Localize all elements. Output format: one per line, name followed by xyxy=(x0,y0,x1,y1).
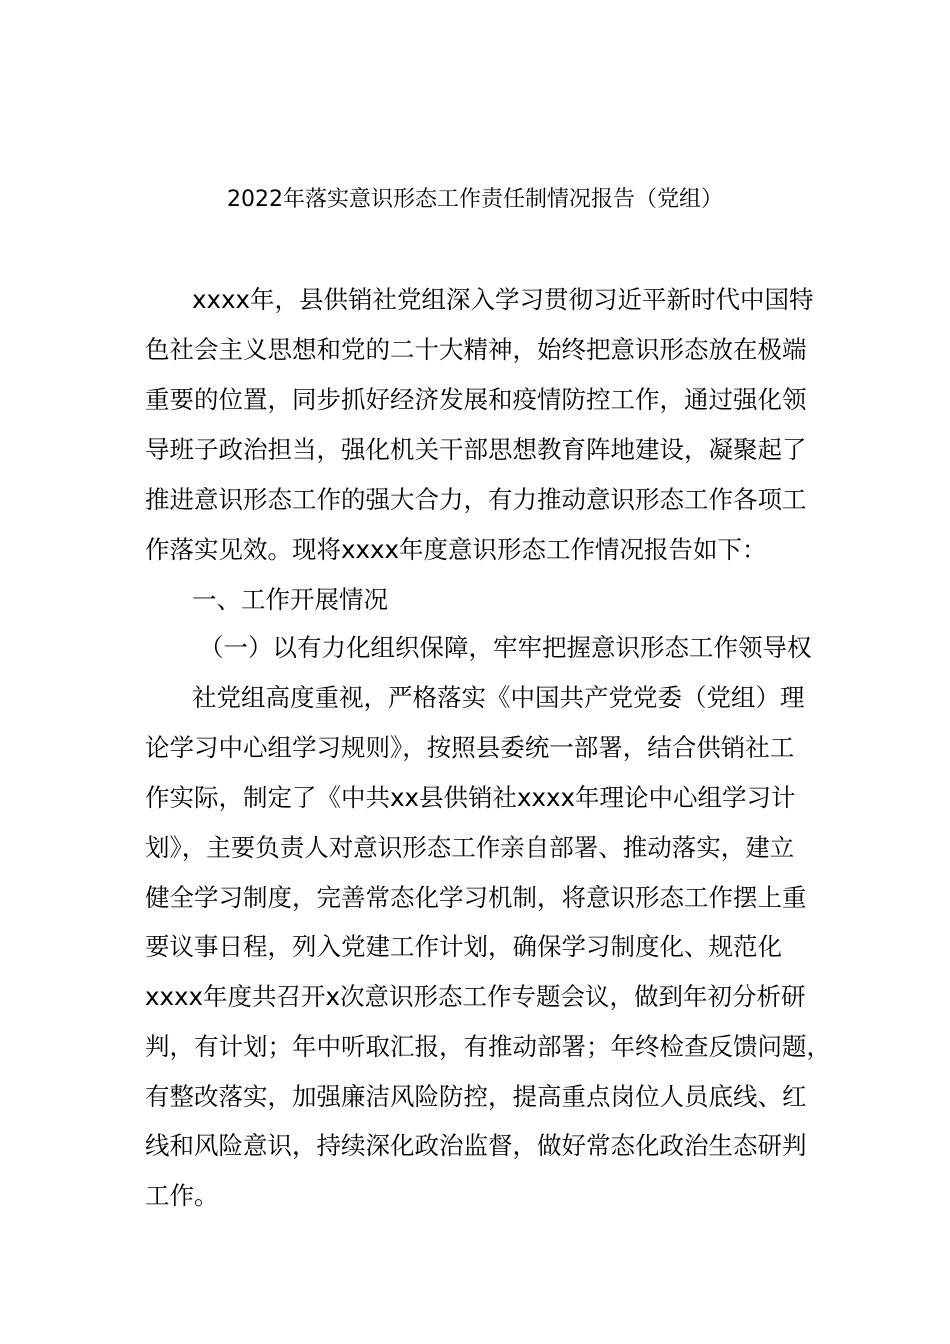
intro-line-2: 色社会主义思想和党的二十大精神，始终把意识形态放在极端 xyxy=(145,335,807,364)
body-line-10: 线和风险意识，持续深化政治监督，做好常态化政治生态研判 xyxy=(145,1131,807,1160)
intro-line-4: 导班子政治担当，强化机关干部思想教育阵地建设，凝聚起了 xyxy=(145,435,807,464)
body-line-5: 健全学习制度，完善常态化学习机制，将意识形态工作摆上重 xyxy=(145,883,807,912)
document-title: 2022年落实意识形态工作责任制情况报告（党组） xyxy=(227,187,723,212)
body-line-8: 判，有计划；年中听取汇报，有推动部署；年终检查反馈问题， xyxy=(145,1032,831,1061)
intro-line-3: 重要的位置，同步抓好经济发展和疫情防控工作，通过强化领 xyxy=(145,385,807,414)
body-line-9: 有整改落实，加强廉洁风险防控，提高重点岗位人员底线、红 xyxy=(145,1082,807,1111)
subsection-heading: （一）以有力化组织保障，牢牢把握意识形态工作领导权 xyxy=(199,633,812,662)
section-heading: 一、工作开展情况 xyxy=(192,585,388,614)
body-line-1: 社党组高度重视，严格落实《中国共产党党委（党组）理 xyxy=(192,683,805,712)
body-line-2: 论学习中心组学习规则》，按照县委统一部署，结合供销社工 xyxy=(145,733,795,762)
body-line-6: 要议事日程，列入党建工作计划，确保学习制度化、规范化 xyxy=(145,932,782,961)
intro-line-5: 推进意识形态工作的强大合力，有力推动意识形态工作各项工 xyxy=(145,485,807,514)
body-line-4: 划》，主要负责人对意识形态工作亲自部署、推动落实，建立 xyxy=(145,833,795,862)
body-line-3: 作实际，制定了《中共xx县供销社xxxx年理论中心组学习计 xyxy=(145,783,796,812)
intro-line-6: 作落实见效。现将xxxx年度意识形态工作情况报告如下： xyxy=(145,535,767,564)
body-line-7: xxxx年度共召开x次意识形态工作专题会议，做到年初分析研 xyxy=(145,982,806,1011)
intro-line-1: xxxx年，县供销社党组深入学习贯彻习近平新时代中国特 xyxy=(192,285,814,314)
body-line-11: 工作。 xyxy=(145,1181,219,1210)
